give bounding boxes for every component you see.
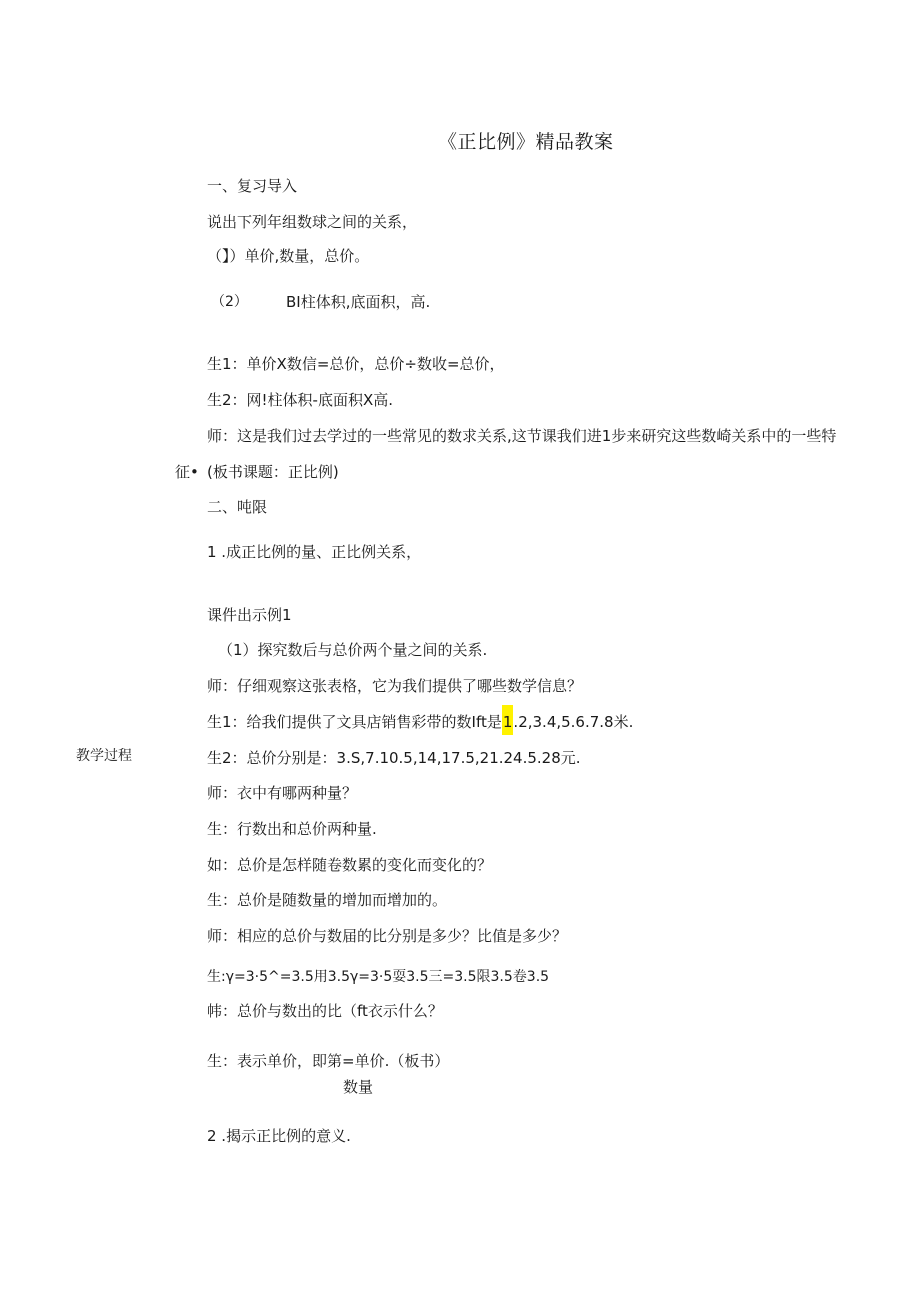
text-line: 说出下列年组数球之间的关系，	[207, 213, 418, 231]
heading-new-lesson: 二、吨限	[207, 498, 268, 516]
text-line: （1）探究数后与总价两个量之间的关系.	[218, 641, 488, 659]
document-title: 《正比例》精品教案	[438, 131, 614, 153]
text-line: (板书课题：正比例)	[207, 463, 339, 481]
fraction-denominator: 数量	[343, 1078, 374, 1096]
text-line: 生2：总价分别是：3.S,7.10.5,14,17.5,21.24.5.28元.	[207, 749, 581, 767]
text-line: 生：行数出和总价两种量.	[207, 820, 377, 838]
highlight-mark: 1	[502, 705, 514, 735]
text-line: 如：总价是怎样随卷数累的变化而变化的？	[207, 856, 493, 874]
text-line: BI柱体积,底面积，高.	[286, 293, 431, 311]
item-number: （2）	[211, 294, 248, 310]
text-line: 师：衣中有哪两种量？	[207, 784, 358, 802]
text-line-highlighted	[207, 712, 633, 732]
text-line: 师：相应的总价与数届的比分别是多少？比值是多少？	[207, 927, 568, 945]
section-label: 教学过程	[76, 748, 132, 764]
text-line: 征•	[175, 463, 199, 481]
text-segment: .2,3.4,5.6.7.8米.	[513, 713, 634, 731]
text-line: （】）单价,数量，总价。	[207, 247, 370, 265]
text-line: 1 .成正比例的量、正比例关系，	[207, 543, 422, 561]
text-line: 生:γ=3·5^=3.5用3.5γ=3·5耍3.5三=3.5限3.5卷3.5	[207, 969, 550, 985]
heading-review: 一、复习导入	[207, 177, 298, 195]
text-line: 生：表示单价，即第=单价.（板书）	[207, 1052, 450, 1070]
text-line: 师：仔细观察这张表格，它为我们提供了哪些数学信息？	[207, 677, 583, 695]
text-line: 2 .揭示正比例的意义.	[207, 1127, 351, 1145]
text-line: 帏：总价与数出的比（ft衣示什么？	[207, 1002, 443, 1020]
text-line: 生2：网!柱体积-底面积X高.	[207, 391, 394, 409]
text-segment: 生1：给我们提供了文具店销售彩带的数Ift是	[207, 713, 502, 731]
text-line: 生：总价是随数量的增加而增加的。	[207, 891, 448, 909]
text-line: 师：这是我们过去学过的一些常见的数求关系,这节课我们进1步来研究这些数崎关系中的一些特	[207, 427, 837, 445]
text-line: 课件出示例1	[207, 606, 292, 624]
text-line: 生1：单价X数信=总价，总价÷数收=总价，	[207, 355, 505, 373]
